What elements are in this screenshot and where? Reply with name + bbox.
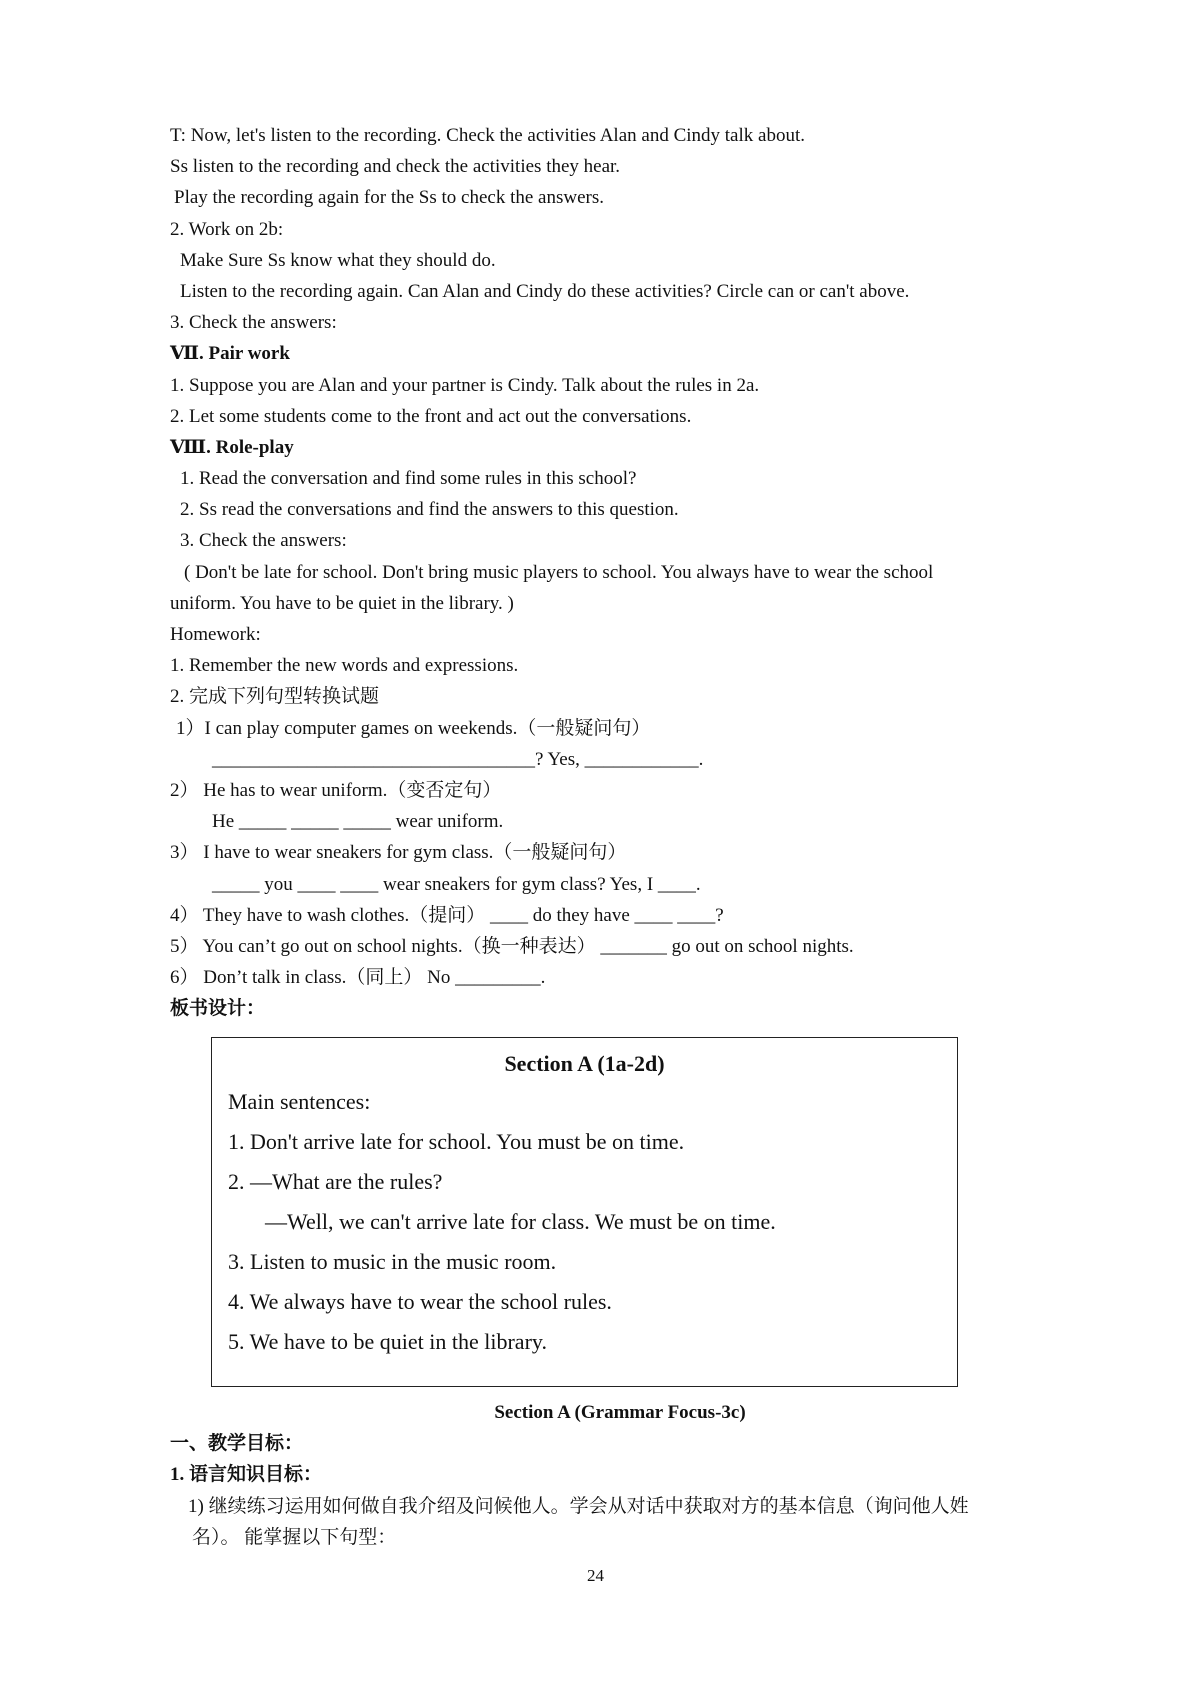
box-line: 4. We always have to wear the school rules. xyxy=(228,1289,612,1314)
board-design-heading: 板书设计： xyxy=(170,998,266,1020)
section-two xyxy=(170,1397,1070,1553)
exercise-item: 6） Don’t talk in class.（同上） No _________. xyxy=(170,967,546,989)
text-line: 2. Let some students come to the front and act out the conversations. xyxy=(170,405,692,427)
exercise-item: 4） They have to wash clothes.（提问） ____ do they have ____ ____? xyxy=(170,904,724,926)
box-line: 2. —What are the rules? xyxy=(228,1169,443,1194)
text-line: Play the recording again for the Ss to check the answers. xyxy=(174,187,605,209)
text-line: 2. Work on 2b: xyxy=(170,218,284,240)
exercise-blank: He _____ _____ _____ wear uniform. xyxy=(212,811,504,833)
text-line: ( Don't be late for school. Don't bring music players to school. You always have to wear the school xyxy=(184,561,934,583)
exercise-item: 1）I can play computer games on weekends.（一般疑问句） xyxy=(176,717,651,739)
page-number: 24 xyxy=(587,1566,604,1585)
text-line: 2. Ss read the conversations and find the answers to this question. xyxy=(180,499,679,521)
text-line: 3. Check the answers: xyxy=(180,530,347,552)
paragraph-line: 1) 继续练习运用如何做自我介绍及问候他人。学会从对话中获取对方的基本信息（询问他人姓 xyxy=(188,1495,969,1517)
text-line: T: Now, let's listen to the recording. Check the activities Alan and Cindy talk about. xyxy=(170,125,805,146)
text-line: 1. Read the conversation and find some rules in this school? xyxy=(180,468,637,490)
section-heading: Ⅶ. Pair work xyxy=(170,343,290,365)
text-line: 2. 完成下列句型转换试题 xyxy=(170,686,380,708)
knowledge-heading: 1. 语言知识目标： xyxy=(170,1464,323,1486)
homework-heading: Homework: xyxy=(170,624,261,645)
box-title: Section A (1a-2d) xyxy=(504,1051,665,1076)
board-design-box xyxy=(211,1037,958,1387)
box-line: 3. Listen to music in the music room. xyxy=(228,1249,557,1274)
section-title: Section A (Grammar Focus-3c) xyxy=(494,1402,746,1423)
exercise-blank: __________________________________? Yes, ____________. xyxy=(212,748,704,770)
exercise-item: 2） He has to wear uniform.（变否定句） xyxy=(170,779,502,801)
box-line: —Well, we can't arrive late for class. We must be on time. xyxy=(265,1209,776,1234)
box-line: Main sentences: xyxy=(228,1089,371,1114)
text-line: Make Sure Ss know what they should do. xyxy=(180,249,496,271)
exercise-item: 3） I have to wear sneakers for gym class.（一般疑问句） xyxy=(170,842,627,864)
exercise-blank: _____ you ____ ____ wear sneakers for gym class? Yes, I ____. xyxy=(212,873,701,895)
section-heading: Ⅷ. Role-play xyxy=(170,436,294,458)
text-line: 1. Remember the new words and expressions. xyxy=(170,655,519,677)
exercise-item: 5） You can’t go out on school nights.（换一种表达） _______ go out on school nights. xyxy=(170,935,854,957)
document-body xyxy=(170,120,1070,1024)
paragraph-line: 名）。 能掌握以下句型： xyxy=(192,1526,397,1548)
box-line: 1. Don't arrive late for school. You must be on time. xyxy=(228,1129,685,1154)
box-line: 5. We have to be quiet in the library. xyxy=(228,1329,547,1354)
text-line: Ss listen to the recording and check the activities they hear. xyxy=(170,156,621,178)
objectives-heading: 一、教学目标： xyxy=(170,1433,304,1455)
text-line: 3. Check the answers: xyxy=(170,312,337,334)
text-line: 1. Suppose you are Alan and your partner is Cindy. Talk about the rules in 2a. xyxy=(170,374,760,396)
text-line: Listen to the recording again. Can Alan and Cindy do these activities? Circle can or can't above. xyxy=(180,280,910,302)
text-line: uniform. You have to be quiet in the library. ) xyxy=(170,592,514,614)
